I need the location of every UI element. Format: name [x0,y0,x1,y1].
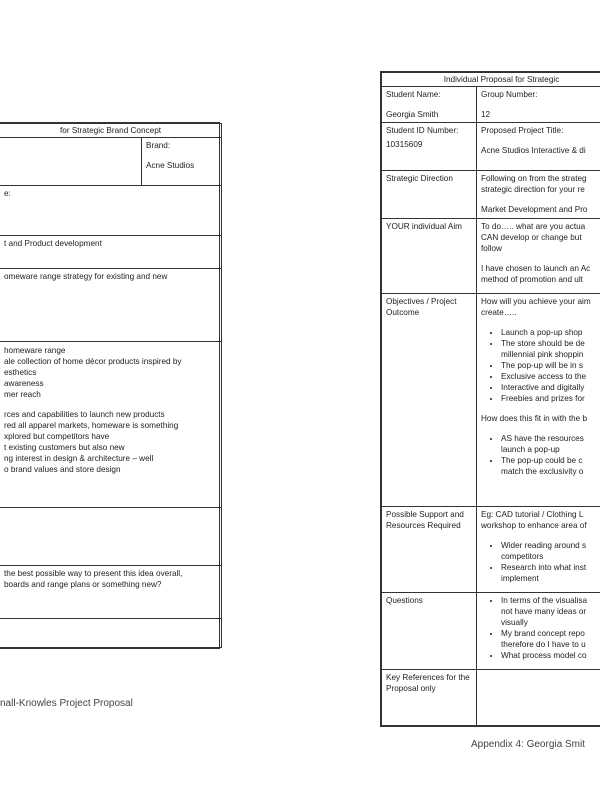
references-label: Key References for the Proposal only [382,670,477,726]
list-item-continuation: implement [501,574,539,583]
list-item-continuation: therefore do I have to u [501,640,586,649]
objectives-line: red all apparel markets, homeware is something [4,421,179,430]
left-form-title: for Strategic Brand Concept [0,124,222,138]
support-list [481,540,600,584]
student-name-label: Student Name: [386,90,441,99]
aim-cell [477,219,600,294]
support-intro: Eg: CAD tutorial / Clothing L [481,510,584,519]
list-item-continuation: visually [501,618,528,627]
student-name-cell [382,87,477,123]
list-item: • The store should be de [501,338,600,349]
aim-line: CAN develop or change but [481,233,582,242]
left-empty-cell [0,138,142,186]
objectives-line: homeware range [4,346,66,355]
objectives-line: xplored but competitors have [4,432,110,441]
student-id-cell [382,123,477,171]
list-item: • In terms of the visualisa [501,595,600,606]
aim-line: method of promotion and ult [481,275,583,284]
objectives-line: mer reach [4,390,41,399]
fit-list [481,433,600,477]
objectives-label: Objectives / Project Outcome [382,294,477,507]
objectives-line: t existing customers but also new [4,443,125,452]
project-title-label: Proposed Project Title: [481,126,564,135]
list-item-continuation: launch a pop-up [501,445,560,454]
support-intro: workshop to enhance area of [481,521,587,530]
student-name-value: Georgia Smith [386,110,439,119]
brand-cell [142,138,222,186]
strategic-direction-label: Strategic Direction [382,171,477,219]
right-form-title: Individual Proposal for Strategic [382,73,600,87]
project-title-cell [477,123,600,171]
objectives-intro: create….. [481,308,517,317]
objectives-line: ng interest in design & architecture – well [4,454,154,463]
fit-question: How does this fit in with the b [481,414,588,423]
objectives-cell [477,294,600,507]
objectives-line: esthetics [4,368,37,377]
support-label: Possible Support and Resources Required [382,507,477,593]
questions-line: boards and range plans or something new? [4,580,162,589]
left-row-aim: omeware range strategy for existing and new [0,269,222,342]
objectives-line: rces and capabilities to launch new products [4,410,165,419]
left-row-objectives [0,342,222,508]
brand-value: Acne Studios [146,161,195,170]
list-item: • The pop-up could be c [501,455,600,466]
list-item: • AS have the resources [501,433,600,444]
objectives-line: o brand values and store design [4,465,121,474]
project-title-value: Acne Studios Interactive & di [481,146,586,155]
student-id-value: 10315609 [386,140,423,149]
left-row-questions [0,566,222,619]
group-number-label: Group Number: [481,90,538,99]
objectives-line: awareness [4,379,44,388]
strategic-direction-line: Market Development and Pro [481,205,588,214]
list-item-continuation: competitors [501,552,544,561]
aim-line: I have chosen to launch an Ac [481,264,591,273]
left-page-caption: nall-Knowles Project Proposal [0,698,133,709]
list-item: • What process model co [501,650,600,661]
list-item-continuation: millennial pink shoppin [501,350,584,359]
list-item-continuation: match the exclusivity o [501,467,584,476]
list-item: • Exclusive access to the [501,371,600,382]
objectives-list [481,327,600,404]
objectives-intro: How will you achieve your aim [481,297,591,306]
right-proposal-form [380,71,600,727]
group-number-value: 12 [481,110,491,119]
left-proposal-form [0,122,220,649]
student-id-label: Student ID Number: [386,126,459,135]
references-cell [477,670,600,726]
left-row-project-title: e: [0,186,222,236]
questions-list [481,595,600,661]
questions-label: Questions [382,593,477,670]
group-number-cell [477,87,600,123]
left-row-references [0,619,222,648]
list-item: • The pop-up will be in s [501,360,600,371]
right-page-caption: Appendix 4: Georgia Smit [471,739,585,750]
list-item: • Launch a pop-up shop [501,327,600,338]
brand-label: Brand: [146,141,171,150]
aim-line: To do….. what are you actua [481,222,586,231]
questions-line: the best possible way to present this idea overall, [4,569,183,578]
strategic-direction-line: Following on from the strateg [481,174,587,183]
left-row-strategic-direction: t and Product development [0,236,222,269]
list-item: • Freebies and prizes for [501,393,600,404]
list-item: • Interactive and digitally [501,382,600,393]
aim-line: follow [481,244,502,253]
strategic-direction-cell [477,171,600,219]
questions-cell [477,593,600,670]
objectives-line: ale collection of home décor products inspired by [4,357,182,366]
left-row-support [0,508,222,566]
list-item-continuation: not have many ideas or [501,607,587,616]
list-item: • Wider reading around s [501,540,600,551]
strategic-direction-line: strategic direction for your re [481,185,585,194]
support-cell [477,507,600,593]
list-item: • My brand concept repo [501,628,600,639]
aim-label: YOUR individual Aim [382,219,477,294]
list-item: • Research into what inst [501,562,600,573]
